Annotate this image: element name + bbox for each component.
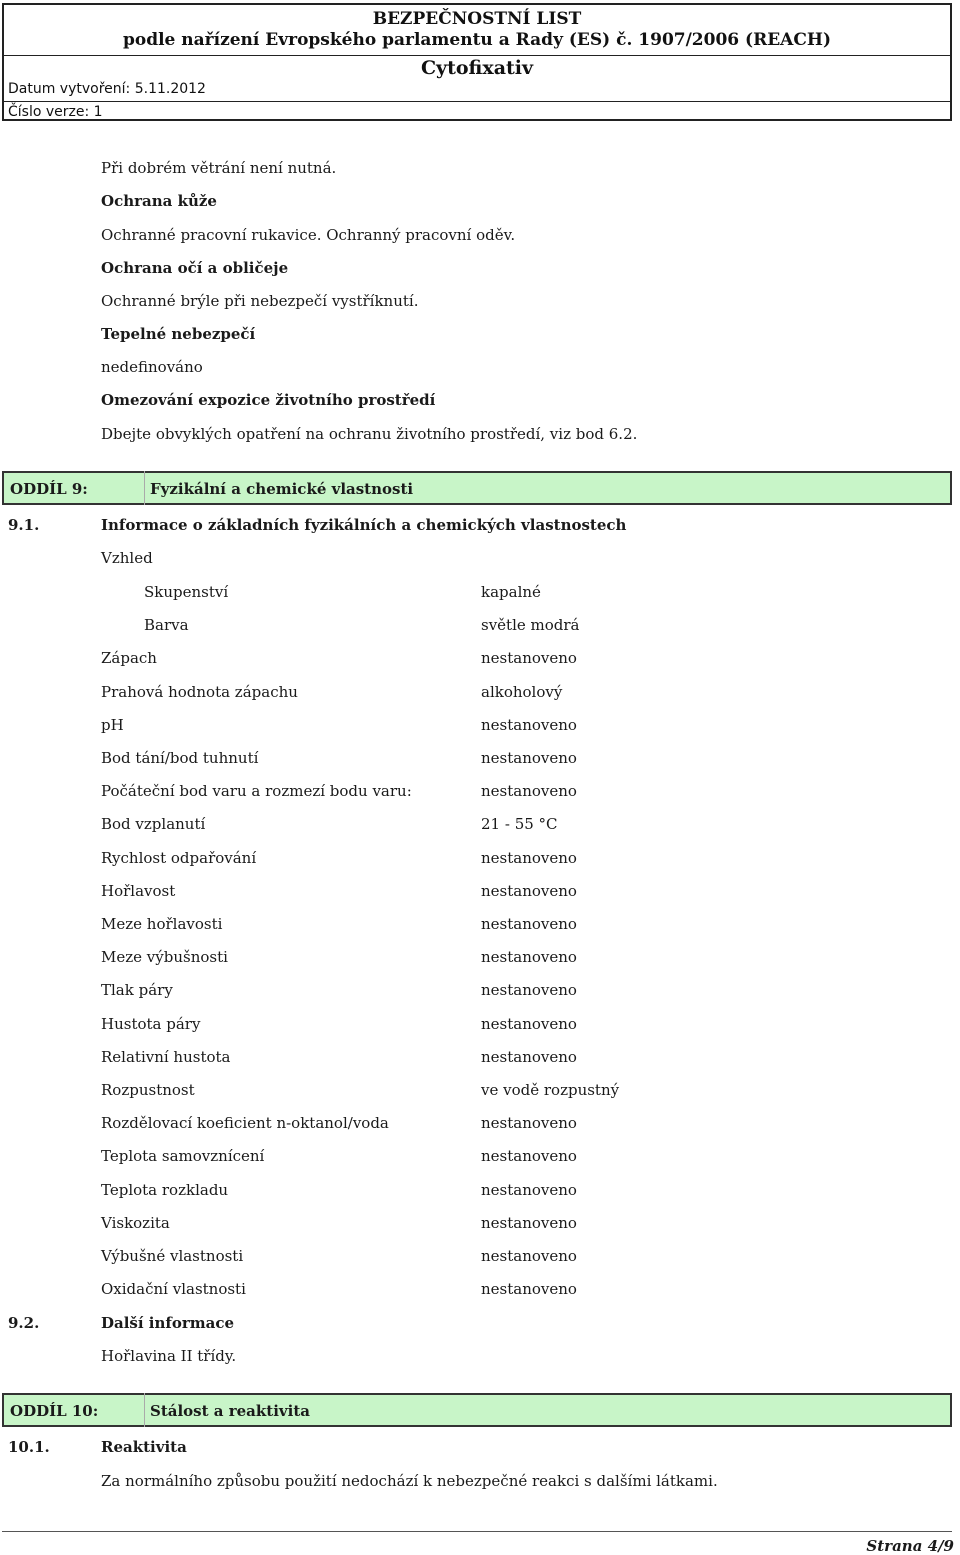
property-value: nestanoveno [481,915,577,933]
header-divider-lower [4,101,950,102]
subsection-9-2-number: 9.2. [8,1314,40,1332]
property-value: nestanoveno [481,782,577,800]
property-value: světle modrá [481,616,580,634]
property-value: nestanoveno [481,1147,577,1165]
property-value: nestanoveno [481,948,577,966]
appearance-label: Vzhled [101,549,153,567]
property-label: Skupenství [144,583,229,601]
property-value: nestanoveno [481,1214,577,1232]
reactivity-text: Za normálního způsobu použití nedochází k nebezpečné reakci s dalšími látkami. [101,1472,718,1490]
property-value: nestanoveno [481,1181,577,1199]
subsection-10-1-number: 10.1. [8,1438,50,1456]
property-value: nestanoveno [481,1114,577,1132]
property-label: Viskozita [101,1214,170,1232]
subsection-9-1-number: 9.1. [8,516,40,534]
respiratory-text: Při dobrém větrání není nutná. [101,159,337,177]
section-9-title: Fyzikální a chemické vlastnosti [150,480,414,498]
property-value: nestanoveno [481,649,577,667]
property-label: Prahová hodnota zápachu [101,683,298,701]
thermal-hazard-text: nedefinováno [101,358,203,376]
property-label: Rychlost odpařování [101,849,257,867]
creation-date: Datum vytvoření: 5.11.2012 [8,81,206,97]
regulation-line: podle nařízení Evropského parlamentu a Rady (ES) č. 1907/2006 (REACH) [122,30,831,50]
property-value: 21 - 55 °C [481,815,558,833]
skin-protection-heading: Ochrana kůže [101,192,217,210]
property-value: nestanoveno [481,849,577,867]
property-label: Oxidační vlastnosti [101,1280,246,1298]
section-bar-separator [144,471,145,505]
property-value: nestanoveno [481,749,577,767]
property-label: Meze výbušnosti [101,948,228,966]
property-value: nestanoveno [481,981,577,999]
property-label: Počáteční bod varu a rozmezí bodu varu: [101,782,412,800]
product-name: Cytofixativ [420,57,534,79]
property-label: Hořlavost [101,882,176,900]
property-value: alkoholový [481,683,563,701]
additional-info-text: Hořlavina II třídy. [101,1347,237,1365]
property-value: ve vodě rozpustný [481,1081,620,1099]
env-exposure-text: Dbejte obvyklých opatření na ochranu životního prostředí, viz bod 6.2. [101,425,638,443]
property-value: nestanoveno [481,1280,577,1298]
section-10-number: ODDÍL 10: [10,1402,99,1420]
section-9-bar [2,471,952,505]
property-label: Tlak páry [101,981,173,999]
property-value: nestanoveno [481,1015,577,1033]
property-label: Bod tání/bod tuhnutí [101,749,259,767]
property-label: Výbušné vlastnosti [101,1247,244,1265]
property-label: Rozdělovací koeficient n-oktanol/voda [101,1114,389,1132]
eye-protection-heading: Ochrana očí a obličeje [101,259,289,277]
property-label: Hustota páry [101,1015,201,1033]
section-10-title: Stálost a reaktivita [150,1402,310,1420]
section-10-bar [2,1393,952,1427]
thermal-hazard-heading: Tepelné nebezpečí [101,325,256,343]
eye-protection-text: Ochranné brýle při nebezpečí vystříknutí. [101,292,419,310]
page-number: Strana 4/9 [866,1537,954,1555]
property-label: Rozpustnost [101,1081,195,1099]
property-label: Teplota rozkladu [101,1181,229,1199]
document-title: BEZPEČNOSTNÍ LIST [372,9,582,29]
version-number: Číslo verze: 1 [8,104,103,120]
section-9-number: ODDÍL 9: [10,480,88,498]
footer-rule [2,1531,952,1532]
property-label: pH [101,716,124,734]
property-label: Barva [144,616,189,634]
property-value: nestanoveno [481,1247,577,1265]
section-bar-separator [144,1393,145,1427]
property-value: nestanoveno [481,882,577,900]
property-label: Bod vzplanutí [101,815,206,833]
subsection-9-1-title: Informace o základních fyzikálních a chemických vlastnostech [101,516,627,534]
property-label: Teplota samovznícení [101,1147,265,1165]
property-value: kapalné [481,583,541,601]
subsection-10-1-title: Reaktivita [101,1438,187,1456]
property-value: nestanoveno [481,1048,577,1066]
subsection-9-2-title: Další informace [101,1314,235,1332]
skin-protection-text: Ochranné pracovní rukavice. Ochranný pracovní oděv. [101,226,516,244]
env-exposure-heading: Omezování expozice životního prostředí [101,391,436,409]
property-label: Relativní hustota [101,1048,231,1066]
property-label: Zápach [101,649,157,667]
property-label: Meze hořlavosti [101,915,223,933]
document-header [2,3,952,121]
property-value: nestanoveno [481,716,577,734]
